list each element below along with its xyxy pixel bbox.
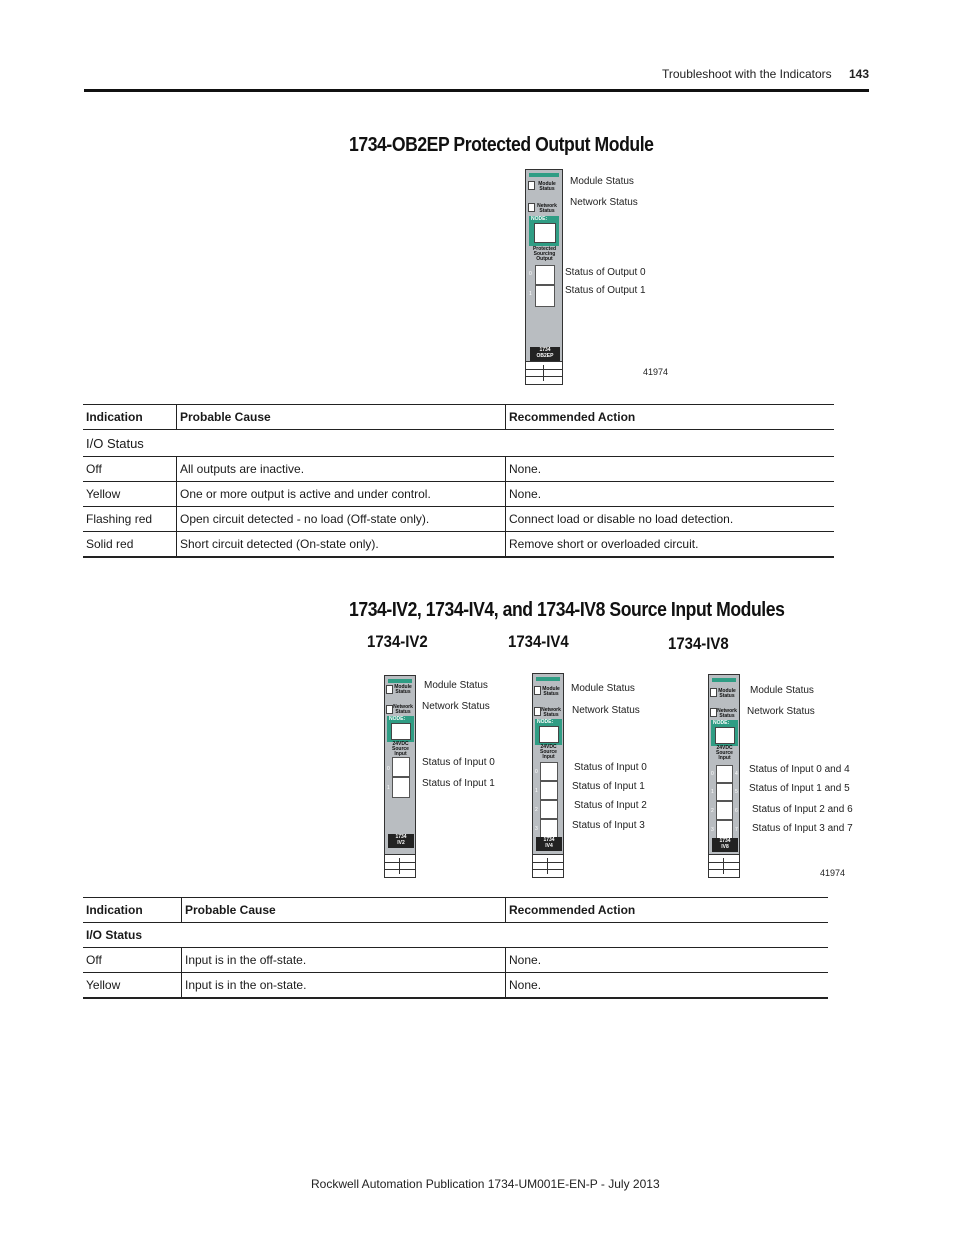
callout-network-status: Network Status xyxy=(570,197,638,208)
callout-input-1: Status of Input 1 xyxy=(422,778,495,789)
io-number-2: 2 xyxy=(711,808,714,814)
module-type-text: 24VDC Source Input xyxy=(540,744,557,760)
iv4-module-illustration xyxy=(532,673,564,878)
table-row xyxy=(83,457,834,482)
col-probable-cause: Probable Cause xyxy=(177,405,506,430)
figure-number: 41974 xyxy=(643,367,669,377)
network-status-text: Network Status xyxy=(537,203,557,214)
output-1-led xyxy=(535,285,555,307)
io-number-1: 1 xyxy=(387,785,390,791)
network-status-text: Network Status xyxy=(393,704,413,715)
node-address-window xyxy=(539,726,559,743)
io-number-1: 1 xyxy=(535,788,538,794)
callout-input-3-7: Status of Input 3 and 7 xyxy=(752,823,853,834)
cell-cause: Short circuit detected (On-state only). xyxy=(177,532,506,558)
input-1-5-led xyxy=(716,783,733,801)
catalog-label: 1734 IV8 xyxy=(712,838,738,852)
io-number-0: 0 xyxy=(711,771,714,777)
node-address-window xyxy=(715,727,735,744)
catalog-label: 1734 OB2EP xyxy=(530,347,560,362)
subtitle-iv2: 1734-IV2 xyxy=(367,632,428,651)
node-label: NODE: xyxy=(529,216,559,246)
ob2ep-module-illustration xyxy=(525,169,563,385)
catalog-label: 1734 IV4 xyxy=(536,837,562,851)
cell-indication: Yellow xyxy=(83,482,177,507)
ob2ep-indicator-table xyxy=(83,404,834,558)
module-type-text: Protected Sourcing Output xyxy=(532,246,557,262)
input-1-led xyxy=(392,777,410,798)
module-base xyxy=(533,854,563,877)
table-group-row xyxy=(83,923,828,948)
subtitle-iv4: 1734-IV4 xyxy=(508,632,569,651)
table-row xyxy=(83,482,834,507)
io-number-1: 1 xyxy=(529,291,532,297)
input-3-7-led xyxy=(716,820,733,839)
callout-network-status: Network Status xyxy=(572,705,640,716)
module-base xyxy=(526,361,562,384)
io-number-5: 5 xyxy=(735,789,738,795)
cell-action: Remove short or overloaded circuit. xyxy=(506,532,835,558)
cell-action: None. xyxy=(506,948,829,973)
page-number: 143 xyxy=(849,67,870,81)
module-top-bar xyxy=(529,173,559,177)
io-number-0: 0 xyxy=(535,769,538,775)
network-status-text: Network Status xyxy=(717,708,737,719)
table-row xyxy=(83,532,834,558)
cell-indication: Solid red xyxy=(83,532,177,558)
callout-network-status: Network Status xyxy=(422,701,490,712)
node-label: NODE: xyxy=(711,720,738,746)
table-header-row xyxy=(83,898,828,923)
io-number-1: 1 xyxy=(711,789,714,795)
iv-indicator-table xyxy=(83,897,828,999)
module-status-text: Module Status xyxy=(718,688,736,699)
module-status-led xyxy=(528,181,535,190)
callout-input-3: Status of Input 3 xyxy=(572,820,645,831)
cell-indication: Off xyxy=(83,948,182,973)
callout-input-0: Status of Input 0 xyxy=(422,757,495,768)
input-1-led xyxy=(540,781,558,800)
callout-module-status: Module Status xyxy=(750,685,814,696)
io-number-3: 3 xyxy=(711,827,714,833)
module-base xyxy=(385,854,415,877)
cell-indication: Yellow xyxy=(83,973,182,999)
cell-action: None. xyxy=(506,457,835,482)
col-indication: Indication xyxy=(83,898,182,923)
header-rule xyxy=(84,89,869,92)
node-label: NODE: xyxy=(387,716,414,742)
callout-network-status: Network Status xyxy=(747,706,815,717)
col-recommended-action: Recommended Action xyxy=(506,405,835,430)
cell-action: Connect load or disable no load detection. xyxy=(506,507,835,532)
callout-output-0: Status of Output 0 xyxy=(565,267,646,278)
cell-cause: One or more output is active and under control. xyxy=(177,482,506,507)
input-0-4-led xyxy=(716,765,733,783)
module-top-bar xyxy=(536,677,560,681)
io-number-2: 2 xyxy=(535,807,538,813)
cell-action: None. xyxy=(506,973,829,999)
module-status-text: Module Status xyxy=(394,684,412,695)
table-row xyxy=(83,507,834,532)
callout-input-1-5: Status of Input 1 and 5 xyxy=(749,783,850,794)
table-header-row xyxy=(83,405,834,430)
module-status-text: Module Status xyxy=(538,181,556,192)
input-0-led xyxy=(540,762,558,781)
cell-cause: All outputs are inactive. xyxy=(177,457,506,482)
module-type-text: 24VDC Source Input xyxy=(392,741,409,757)
network-status-led xyxy=(528,203,535,212)
section-title-ob2ep: 1734-OB2EP Protected Output Module xyxy=(349,134,654,156)
cell-indication: Off xyxy=(83,457,177,482)
input-2-6-led xyxy=(716,801,733,820)
publication-footer: Rockwell Automation Publication 1734-UM001E-EN-P - July 2013 xyxy=(311,1177,660,1191)
subtitle-iv8: 1734-IV8 xyxy=(668,634,729,653)
module-top-bar xyxy=(712,678,736,682)
callout-module-status: Module Status xyxy=(424,680,488,691)
callout-input-2-6: Status of Input 2 and 6 xyxy=(752,804,853,815)
cell-indication: Flashing red xyxy=(83,507,177,532)
catalog-label: 1734 IV2 xyxy=(388,834,414,848)
running-header: Troubleshoot with the Indicators xyxy=(662,67,832,81)
module-top-bar xyxy=(388,679,412,683)
table-row xyxy=(83,948,828,973)
col-probable-cause: Probable Cause xyxy=(182,898,506,923)
iv2-module-illustration xyxy=(384,675,416,878)
callout-module-status: Module Status xyxy=(571,683,635,694)
group-label: I/O Status xyxy=(83,430,834,457)
section-title-iv: 1734-IV2, 1734-IV4, and 1734-IV8 Source Input Modules xyxy=(349,599,785,621)
col-recommended-action: Recommended Action xyxy=(506,898,829,923)
cell-cause: Open circuit detected - no load (Off-state only). xyxy=(177,507,506,532)
io-number-0: 0 xyxy=(529,271,532,277)
callout-input-1: Status of Input 1 xyxy=(572,781,645,792)
node-address-window xyxy=(534,223,556,243)
input-3-led xyxy=(540,819,558,838)
input-2-led xyxy=(540,800,558,819)
io-number-3: 3 xyxy=(535,826,538,832)
output-0-led xyxy=(535,265,555,285)
cell-action: None. xyxy=(506,482,835,507)
callout-input-0-4: Status of Input 0 and 4 xyxy=(749,764,850,775)
io-number-4: 4 xyxy=(735,771,738,777)
io-number-0: 0 xyxy=(387,766,390,772)
module-base xyxy=(709,854,739,877)
group-label: I/O Status xyxy=(83,923,828,948)
node-address-window xyxy=(391,723,411,740)
module-type-text: 24VDC Source Input xyxy=(716,745,733,761)
callout-module-status: Module Status xyxy=(570,176,634,187)
io-number-6: 6 xyxy=(735,808,738,814)
callout-input-0: Status of Input 0 xyxy=(574,762,647,773)
node-label: NODE: xyxy=(535,719,562,745)
figure-number: 41974 xyxy=(820,868,846,878)
table-group-row xyxy=(83,430,834,457)
iv8-module-illustration xyxy=(708,674,740,878)
input-0-led xyxy=(392,757,410,777)
cell-cause: Input is in the on-state. xyxy=(182,973,506,999)
col-indication: Indication xyxy=(83,405,177,430)
module-status-text: Module Status xyxy=(542,686,560,697)
table-row xyxy=(83,973,828,999)
network-status-text: Network Status xyxy=(541,707,561,718)
callout-output-1: Status of Output 1 xyxy=(565,285,646,296)
io-number-7: 7 xyxy=(735,827,738,833)
cell-cause: Input is in the off-state. xyxy=(182,948,506,973)
callout-input-2: Status of Input 2 xyxy=(574,800,647,811)
